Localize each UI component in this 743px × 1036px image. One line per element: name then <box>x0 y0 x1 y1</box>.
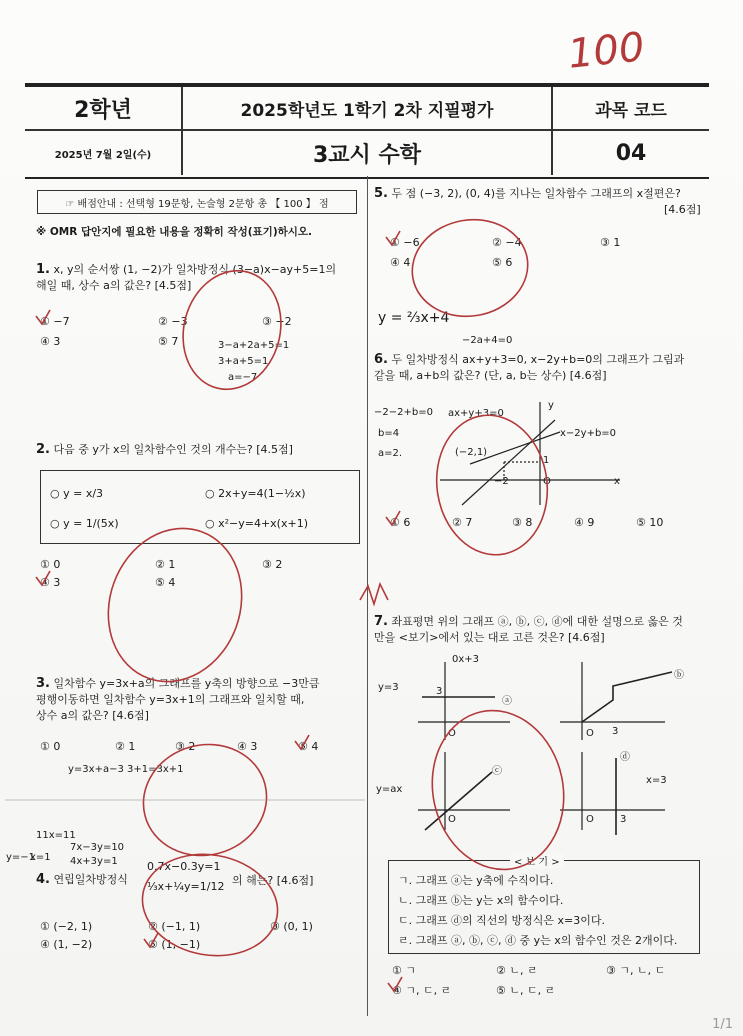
q4-eq-1: 0.7x−0.3y=1 <box>147 860 221 873</box>
bogi-title: < 보 기 > <box>510 853 564 868</box>
q3-option-3[interactable]: ③ 2 <box>175 740 196 753</box>
q4-work-1: 11x=11 <box>36 830 76 841</box>
q6-option-1[interactable]: ① 6 <box>390 516 411 529</box>
q1-option-5[interactable]: ⑤ 7 <box>158 335 179 348</box>
q6-work-3: b=4 <box>378 428 400 439</box>
q6-work-4: a=2. <box>378 448 403 459</box>
q7-tick-3-b: 3 <box>612 726 619 737</box>
q6-text-2: 같을 때, a+b의 값은? (단, a, b는 상수) [4.6점] <box>374 369 607 382</box>
q5-circle <box>405 211 536 326</box>
q4-number: 4. <box>36 872 50 887</box>
q7-graph-a-label: ⓐ <box>502 696 512 707</box>
q6-work-5: (−2,1) <box>455 447 488 458</box>
question-3 <box>36 676 366 724</box>
subject-code-label: 과목 코드 <box>595 100 667 121</box>
q7-origin-c: O <box>448 814 456 825</box>
q7-tick-3-a: 3 <box>436 686 443 697</box>
q3-option-4[interactable]: ④ 3 <box>237 740 258 753</box>
q2-number: 2. <box>36 442 50 457</box>
q3-number: 3. <box>36 676 50 691</box>
q7-origin-b: O <box>586 728 594 739</box>
column-divider <box>367 176 368 1016</box>
q4-option-4[interactable]: ④ (1, −2) <box>40 938 93 951</box>
q6-option-4[interactable]: ④ 9 <box>574 516 595 529</box>
q7-option-3[interactable]: ③ ㄱ, ㄴ, ㄷ <box>606 964 666 977</box>
q4-option-1[interactable]: ① (−2, 1) <box>40 920 93 933</box>
q4-work-3: 4x+3y=1 <box>70 856 118 867</box>
q1-option-3[interactable]: ③ −2 <box>262 315 292 328</box>
q5-number: 5. <box>374 186 388 201</box>
q7-graph-d-label: ⓓ <box>620 752 630 763</box>
q2-option-5[interactable]: ⑤ 4 <box>155 576 176 589</box>
q4-work-2: 7x−3y=10 <box>70 842 125 853</box>
q5-points: [4.6점] <box>664 203 701 216</box>
q7-text-2: 만을 <보기>에서 있는 대로 고른 것은? [4.6점] <box>374 631 605 644</box>
q7-graph-b <box>582 672 672 722</box>
q1-work-1: 3−a+2a+5=1 <box>218 340 290 351</box>
q7-graph-b-label: ⓑ <box>674 670 684 681</box>
q2-item-4: ○ x²−y=4+x(x+1) <box>205 517 308 530</box>
q7-option-2[interactable]: ② ㄴ, ㄹ <box>496 964 538 977</box>
subject-code: 04 <box>615 140 647 166</box>
q7-option-1[interactable]: ① ㄱ <box>392 964 416 977</box>
q2-item-1: ○ y = x/3 <box>50 487 104 500</box>
q7-work-1: y=3 <box>378 682 399 693</box>
q4-option-5[interactable]: ⑤ (1, −1) <box>148 938 201 951</box>
q3-option-1[interactable]: ① 0 <box>40 740 61 753</box>
q2-item-2: ○ 2x+y=4(1−½x) <box>205 487 306 500</box>
q7-tick-3-d: 3 <box>620 814 627 825</box>
q7-star-mark <box>360 584 388 604</box>
q7-origin-d: O <box>586 814 594 825</box>
q1-option-2[interactable]: ② −3 <box>158 315 188 328</box>
q5-option-5[interactable]: ⑤ 6 <box>492 256 513 269</box>
q4-eq-2: ⅓x+¼y=1/12 <box>147 880 225 893</box>
q6-option-5[interactable]: ⑤ 10 <box>636 516 664 529</box>
exam-date: 2025년 7월 2일(수) <box>25 131 183 175</box>
q2-option-3[interactable]: ③ 2 <box>262 558 283 571</box>
q3-work: y=3x+a−3 3+1=3x+1 <box>68 764 184 775</box>
q6-label-line2: x−2y+b=0 <box>560 428 617 439</box>
q6-option-3[interactable]: ③ 8 <box>512 516 533 529</box>
q7-graphs <box>418 662 672 835</box>
q5-option-1[interactable]: ① −6 <box>390 236 420 249</box>
q6-label-line1: ax+y+3=0 <box>448 408 504 419</box>
q7-work-3: y=ax <box>376 784 403 795</box>
q1-text-1: x, y의 순서쌍 (1, −2)가 일차방정식 (3−a)x−ay+5=1의 <box>53 263 337 276</box>
q2-option-4[interactable]: ④ 3 <box>40 576 61 589</box>
exam-title: 2025학년도 1학기 2차 지필평가 <box>183 87 553 129</box>
question-6 <box>374 352 709 384</box>
omr-notice: ※ OMR 답안지에 필요한 내용을 정확히 작성(표기)하시오. <box>36 226 313 238</box>
q2-option-1[interactable]: ① 0 <box>40 558 61 571</box>
q6-axis-y: y <box>548 400 554 411</box>
bogi-item-1: ㄱ. 그래프 ⓐ는 y축에 수직이다. <box>398 874 554 887</box>
q5-text: 두 점 (−3, 2), (0, 4)를 지나는 일차함수 그래프의 x절편은? <box>391 187 681 200</box>
q3-text-2: 평행이동하면 일차함수 y=3x+1의 그래프와 일치할 때, <box>36 693 305 706</box>
q7-graph-c <box>425 772 492 830</box>
q6-text-1: 두 일차방정식 ax+y+3=0, x−2y+b=0의 그래프가 그림과 <box>391 353 685 366</box>
q7-graph-c-label: ⓒ <box>492 766 502 777</box>
bogi-item-3: ㄷ. 그래프 ⓓ의 직선의 방정식은 x=3이다. <box>398 914 605 927</box>
question-5 <box>374 186 704 202</box>
q6-tick-minus2: −2 <box>494 476 509 487</box>
q3-text-1: 일차함수 y=3x+a의 그래프를 y축의 방향으로 −3만큼 <box>53 677 320 690</box>
q6-line-1 <box>462 420 555 505</box>
q1-work-2: 3+a+5=1 <box>218 356 269 367</box>
q6-tick-1: 1 <box>543 455 550 466</box>
q6-option-2[interactable]: ② 7 <box>452 516 473 529</box>
page-counter: 1/1 <box>712 1017 733 1032</box>
q6-axis-x: x <box>614 476 620 487</box>
q4-work-4: x=1 <box>30 852 51 863</box>
q5-option-2[interactable]: ② −4 <box>492 236 522 249</box>
q7-origin-a: O <box>448 728 456 739</box>
q5-option-3[interactable]: ③ 1 <box>600 236 621 249</box>
q7-option-5[interactable]: ⑤ ㄴ, ㄷ, ㄹ <box>496 984 556 997</box>
q3-text-3: 상수 a의 값은? [4.6점] <box>36 709 149 722</box>
q7-work-2: x=3 <box>646 775 667 786</box>
period-subject: 3교시 수학 <box>183 131 553 175</box>
q6-origin: O <box>543 476 551 487</box>
q7-option-4[interactable]: ④ ㄱ, ㄷ, ㄹ <box>392 984 452 997</box>
scoring-info: ☞ 배점안내 : 선택형 19문항, 논술형 2문항 총 【 100 】 점 <box>37 190 357 214</box>
exam-header <box>25 83 709 179</box>
q4-tail: 의 해는? [4.6점] <box>232 874 314 887</box>
q7-number: 7. <box>374 614 388 629</box>
q3-option-2[interactable]: ② 1 <box>115 740 136 753</box>
q6-work-1: −2a+4=0 <box>462 335 513 346</box>
q1-number: 1. <box>36 262 50 277</box>
question-1 <box>36 262 364 294</box>
grade-label: 2학년 <box>25 87 183 129</box>
q2-item-3: ○ y = 1/(5x) <box>50 517 119 530</box>
q2-option-2[interactable]: ② 1 <box>155 558 176 571</box>
q5-option-4[interactable]: ④ 4 <box>390 256 411 269</box>
q1-option-1[interactable]: ① −7 <box>40 315 70 328</box>
q5-work: y = ⅔x+4 <box>378 310 450 326</box>
q2-text: 다음 중 y가 x의 일차함수인 것의 개수는? [4.5점] <box>53 443 293 456</box>
q1-option-4[interactable]: ④ 3 <box>40 335 61 348</box>
q1-work-3: a=−7 <box>228 372 258 383</box>
q6-work-2: −2−2+b=0 <box>374 407 433 418</box>
bogi-item-4: ㄹ. 그래프 ⓐ, ⓑ, ⓒ, ⓓ 중 y는 x의 함수인 것은 2개이다. <box>398 934 678 947</box>
bogi-item-2: ㄴ. 그래프 ⓑ는 y는 x의 함수이다. <box>398 894 564 907</box>
q4-work-5: y=−1 <box>6 852 36 863</box>
q7-work-4: 0x+3 <box>452 654 480 665</box>
q3-option-5[interactable]: ⑤ 4 <box>298 740 319 753</box>
q4-option-3[interactable]: ③ (0, 1) <box>270 920 313 933</box>
q6-circle <box>428 408 556 562</box>
q1-text-2: 해일 때, 상수 a의 값은? [4.5점] <box>36 279 192 292</box>
question-7 <box>374 614 709 646</box>
question-2 <box>36 442 364 458</box>
q4-option-2[interactable]: ② (−1, 1) <box>148 920 201 933</box>
q7-text-1: 좌표평면 위의 그래프 ⓐ, ⓑ, ⓒ, ⓓ에 대한 설명으로 옳은 것 <box>391 615 683 628</box>
q6-number: 6. <box>374 352 388 367</box>
q4-text: 연립일차방정식 <box>53 873 128 886</box>
score-mark: 100 <box>565 24 647 78</box>
q2-item-box <box>40 470 360 544</box>
